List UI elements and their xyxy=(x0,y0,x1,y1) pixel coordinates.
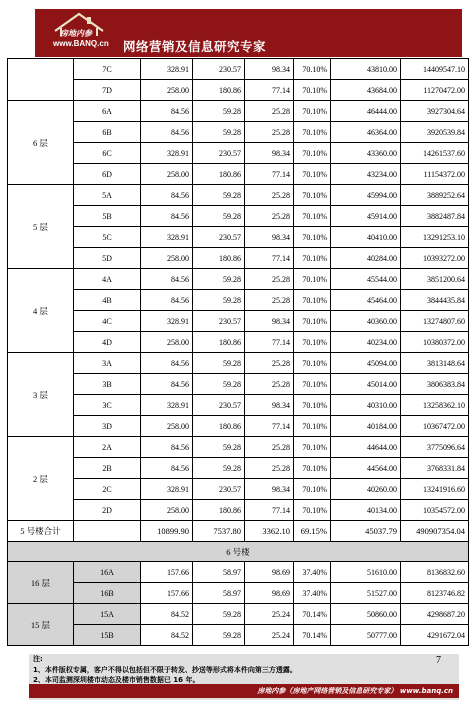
value-cell: 70.10% xyxy=(294,227,331,248)
value-cell: 59.28 xyxy=(193,269,245,290)
value-cell: 10354572.00 xyxy=(401,500,469,521)
value-cell: 70.10% xyxy=(294,143,331,164)
value-cell: 13258362.10 xyxy=(401,395,469,416)
floor-label: 5 层 xyxy=(8,185,74,269)
value-cell: 84.56 xyxy=(141,437,193,458)
value-cell: 10380372.00 xyxy=(401,332,469,353)
value-cell: 258.00 xyxy=(141,500,193,521)
value-cell: 25.24 xyxy=(245,604,294,625)
value-cell: 25.28 xyxy=(245,269,294,290)
table-row xyxy=(8,164,469,185)
value-cell: 77.14 xyxy=(245,248,294,269)
table-row xyxy=(8,59,469,80)
table-row xyxy=(8,604,469,625)
unit-cell: 2A xyxy=(74,437,141,458)
value-cell: 40410.00 xyxy=(331,227,401,248)
value-cell: 59.28 xyxy=(193,437,245,458)
value-cell: 98.34 xyxy=(245,59,294,80)
value-cell: 25.28 xyxy=(245,353,294,374)
value-cell: 8136832.60 xyxy=(401,562,469,583)
value-cell: 3768331.84 xyxy=(401,458,469,479)
unit-cell: 7C xyxy=(74,59,141,80)
value-cell: 13241916.60 xyxy=(401,479,469,500)
value-cell: 3806383.84 xyxy=(401,374,469,395)
value-cell: 13274807.60 xyxy=(401,311,469,332)
sales-table xyxy=(7,58,469,646)
value-cell: 70.10% xyxy=(294,164,331,185)
logo-url: www.BANQ.cn xyxy=(53,39,109,48)
value-cell: 328.91 xyxy=(141,59,193,80)
floor-label: 3 层 xyxy=(8,353,74,437)
value-cell: 180.86 xyxy=(193,248,245,269)
value-cell: 44644.00 xyxy=(331,437,401,458)
unit-cell: 4C xyxy=(74,311,141,332)
building-5-rows xyxy=(8,59,469,521)
building-5-subtotal xyxy=(8,521,469,562)
table-row xyxy=(8,395,469,416)
value-cell: 40184.00 xyxy=(331,416,401,437)
value-cell: 258.00 xyxy=(141,248,193,269)
value-cell: 51527.00 xyxy=(331,583,401,604)
unit-cell: 6B xyxy=(74,122,141,143)
value-cell: 45914.00 xyxy=(331,206,401,227)
value-cell: 84.56 xyxy=(141,206,193,227)
table-row xyxy=(8,80,469,101)
value-cell: 84.56 xyxy=(141,353,193,374)
subtotal-value: 3362.10 xyxy=(245,521,294,542)
value-cell: 230.57 xyxy=(193,227,245,248)
bottom-banner: 房地内参（房地产网络营销及信息研究专家） www.banq.cn xyxy=(29,684,459,698)
value-cell: 84.56 xyxy=(141,101,193,122)
value-cell: 328.91 xyxy=(141,395,193,416)
value-cell: 45014.00 xyxy=(331,374,401,395)
value-cell: 10393272.00 xyxy=(401,248,469,269)
value-cell: 84.56 xyxy=(141,122,193,143)
value-cell: 40134.00 xyxy=(331,500,401,521)
subtotal-value: 45037.79 xyxy=(331,521,401,542)
value-cell: 59.28 xyxy=(193,458,245,479)
value-cell: 25.28 xyxy=(245,185,294,206)
value-cell: 10367472.00 xyxy=(401,416,469,437)
subtotal-value: 69.15% xyxy=(294,521,331,542)
subtotal-label: 5 号楼合计 xyxy=(8,521,74,542)
floor-label: 16 层 xyxy=(8,562,74,604)
value-cell: 70.14% xyxy=(294,604,331,625)
value-cell: 230.57 xyxy=(193,395,245,416)
floor-label: 4 层 xyxy=(8,269,74,353)
value-cell: 40360.00 xyxy=(331,311,401,332)
value-cell: 37.40% xyxy=(294,562,331,583)
value-cell: 230.57 xyxy=(193,479,245,500)
value-cell: 77.14 xyxy=(245,80,294,101)
value-cell: 40260.00 xyxy=(331,479,401,500)
floor-label: 2 层 xyxy=(8,437,74,521)
table-row xyxy=(8,479,469,500)
value-cell: 25.28 xyxy=(245,290,294,311)
subtotal-blank xyxy=(74,521,141,542)
value-cell: 59.28 xyxy=(193,101,245,122)
value-cell: 45464.00 xyxy=(331,290,401,311)
value-cell: 43810.00 xyxy=(331,59,401,80)
value-cell: 180.86 xyxy=(193,500,245,521)
value-cell: 98.34 xyxy=(245,143,294,164)
value-cell: 14261537.60 xyxy=(401,143,469,164)
subtotal-value: 7537.80 xyxy=(193,521,245,542)
value-cell: 25.28 xyxy=(245,206,294,227)
logo-text: 房地内参 xyxy=(60,29,92,38)
page-number: 7 xyxy=(436,655,441,666)
value-cell: 40234.00 xyxy=(331,332,401,353)
table-row xyxy=(8,374,469,395)
value-cell: 43234.00 xyxy=(331,164,401,185)
table-row xyxy=(8,416,469,437)
value-cell: 59.28 xyxy=(193,604,245,625)
value-cell: 70.10% xyxy=(294,206,331,227)
value-cell: 59.28 xyxy=(193,625,245,646)
subtotal-value: 10899.90 xyxy=(141,521,193,542)
unit-cell: 6D xyxy=(74,164,141,185)
value-cell: 84.52 xyxy=(141,625,193,646)
value-cell: 59.28 xyxy=(193,374,245,395)
value-cell: 40284.00 xyxy=(331,248,401,269)
value-cell: 3775096.64 xyxy=(401,437,469,458)
value-cell: 25.28 xyxy=(245,437,294,458)
value-cell: 3927304.64 xyxy=(401,101,469,122)
value-cell: 70.10% xyxy=(294,269,331,290)
table-row xyxy=(8,269,469,290)
value-cell: 4298687.20 xyxy=(401,604,469,625)
value-cell: 70.10% xyxy=(294,80,331,101)
unit-cell: 6A xyxy=(74,101,141,122)
value-cell: 70.10% xyxy=(294,416,331,437)
value-cell: 25.28 xyxy=(245,122,294,143)
unit-cell: 3B xyxy=(74,374,141,395)
value-cell: 258.00 xyxy=(141,332,193,353)
unit-cell: 2C xyxy=(74,479,141,500)
value-cell: 84.52 xyxy=(141,604,193,625)
table-row xyxy=(8,583,469,604)
table-row xyxy=(8,311,469,332)
value-cell: 98.34 xyxy=(245,227,294,248)
value-cell: 98.34 xyxy=(245,395,294,416)
unit-cell: 16B xyxy=(74,583,141,604)
notes-label: 注: xyxy=(33,655,43,663)
unit-cell: 5D xyxy=(74,248,141,269)
value-cell: 3813148.64 xyxy=(401,353,469,374)
value-cell: 25.28 xyxy=(245,101,294,122)
value-cell: 84.56 xyxy=(141,458,193,479)
value-cell: 84.56 xyxy=(141,269,193,290)
value-cell: 70.10% xyxy=(294,122,331,143)
value-cell: 59.28 xyxy=(193,290,245,311)
note-line: 1、本件版权专属，客户不得以包括但不限于转发、抄送等形式将本件向第三方透露。 xyxy=(33,665,297,674)
unit-cell: 3D xyxy=(74,416,141,437)
value-cell: 40310.00 xyxy=(331,395,401,416)
unit-cell: 15A xyxy=(74,604,141,625)
value-cell: 70.10% xyxy=(294,332,331,353)
value-cell: 77.14 xyxy=(245,416,294,437)
value-cell: 70.10% xyxy=(294,479,331,500)
value-cell: 45544.00 xyxy=(331,269,401,290)
value-cell: 180.86 xyxy=(193,164,245,185)
value-cell: 230.57 xyxy=(193,311,245,332)
value-cell: 258.00 xyxy=(141,80,193,101)
value-cell: 180.86 xyxy=(193,332,245,353)
unit-cell: 4D xyxy=(74,332,141,353)
value-cell: 258.00 xyxy=(141,416,193,437)
value-cell: 230.57 xyxy=(193,59,245,80)
value-cell: 70.10% xyxy=(294,374,331,395)
floor-label: 6 层 xyxy=(8,101,74,185)
floor-label: 15 层 xyxy=(8,604,74,646)
value-cell: 230.57 xyxy=(193,143,245,164)
table-row xyxy=(8,290,469,311)
section-title: 6 号楼 xyxy=(8,542,469,562)
value-cell: 98.34 xyxy=(245,311,294,332)
table-row xyxy=(8,332,469,353)
table-row xyxy=(8,437,469,458)
unit-cell: 7D xyxy=(74,80,141,101)
table-row xyxy=(8,458,469,479)
value-cell: 25.28 xyxy=(245,458,294,479)
value-cell: 180.86 xyxy=(193,80,245,101)
table-row xyxy=(8,122,469,143)
value-cell: 157.66 xyxy=(141,583,193,604)
value-cell: 84.56 xyxy=(141,374,193,395)
value-cell: 3889252.64 xyxy=(401,185,469,206)
value-cell: 77.14 xyxy=(245,164,294,185)
value-cell: 157.66 xyxy=(141,562,193,583)
header-title: 网络营销及信息研究专家 xyxy=(123,39,267,54)
value-cell: 46444.00 xyxy=(331,101,401,122)
value-cell: 59.28 xyxy=(193,353,245,374)
value-cell: 70.10% xyxy=(294,101,331,122)
value-cell: 11270472.00 xyxy=(401,80,469,101)
value-cell: 70.10% xyxy=(294,248,331,269)
unit-cell: 16A xyxy=(74,562,141,583)
table-row xyxy=(8,500,469,521)
value-cell: 4291672.04 xyxy=(401,625,469,646)
value-cell: 328.91 xyxy=(141,143,193,164)
header-banner xyxy=(35,9,462,57)
value-cell: 8123746.82 xyxy=(401,583,469,604)
value-cell: 70.10% xyxy=(294,500,331,521)
table-row xyxy=(8,143,469,164)
value-cell: 25.28 xyxy=(245,374,294,395)
building-6-rows xyxy=(8,562,469,646)
value-cell: 14409547.10 xyxy=(401,59,469,80)
value-cell: 43360.00 xyxy=(331,143,401,164)
unit-cell: 5C xyxy=(74,227,141,248)
table-row xyxy=(8,101,469,122)
value-cell: 3851200.64 xyxy=(401,269,469,290)
value-cell: 70.14% xyxy=(294,625,331,646)
unit-cell: 2B xyxy=(74,458,141,479)
value-cell: 84.56 xyxy=(141,290,193,311)
subtotal-row xyxy=(8,521,469,542)
table-row xyxy=(8,625,469,646)
note-line: 2、本司监测深圳楼市动态及楼市销售数据已 16 年。 xyxy=(33,676,200,684)
value-cell: 45094.00 xyxy=(331,353,401,374)
value-cell: 46364.00 xyxy=(331,122,401,143)
unit-cell: 6C xyxy=(74,143,141,164)
value-cell: 59.28 xyxy=(193,185,245,206)
value-cell: 51610.00 xyxy=(331,562,401,583)
value-cell: 70.10% xyxy=(294,311,331,332)
unit-cell: 5A xyxy=(74,185,141,206)
table-row xyxy=(8,185,469,206)
footer xyxy=(29,654,459,700)
value-cell: 59.28 xyxy=(193,122,245,143)
value-cell: 98.69 xyxy=(245,583,294,604)
value-cell: 44564.00 xyxy=(331,458,401,479)
value-cell: 328.91 xyxy=(141,227,193,248)
footer-notes xyxy=(33,654,297,686)
value-cell: 45994.00 xyxy=(331,185,401,206)
value-cell: 58.97 xyxy=(193,562,245,583)
value-cell: 37.40% xyxy=(294,583,331,604)
value-cell: 328.91 xyxy=(141,311,193,332)
value-cell: 3882487.84 xyxy=(401,206,469,227)
value-cell: 328.91 xyxy=(141,479,193,500)
value-cell: 43684.00 xyxy=(331,80,401,101)
value-cell: 180.86 xyxy=(193,416,245,437)
value-cell: 98.69 xyxy=(245,562,294,583)
table-row xyxy=(8,353,469,374)
unit-cell: 4B xyxy=(74,290,141,311)
value-cell: 3920539.84 xyxy=(401,122,469,143)
value-cell: 77.14 xyxy=(245,332,294,353)
value-cell: 70.10% xyxy=(294,185,331,206)
value-cell: 50860.00 xyxy=(331,604,401,625)
value-cell: 258.00 xyxy=(141,164,193,185)
table-row xyxy=(8,227,469,248)
value-cell: 13291253.10 xyxy=(401,227,469,248)
value-cell: 77.14 xyxy=(245,500,294,521)
table-row xyxy=(8,206,469,227)
value-cell: 70.10% xyxy=(294,437,331,458)
value-cell: 70.10% xyxy=(294,290,331,311)
table-row xyxy=(8,562,469,583)
unit-cell: 15B xyxy=(74,625,141,646)
unit-cell: 5B xyxy=(74,206,141,227)
table-row xyxy=(8,248,469,269)
value-cell: 11154372.00 xyxy=(401,164,469,185)
section-row xyxy=(8,542,469,562)
value-cell: 98.34 xyxy=(245,479,294,500)
value-cell: 70.10% xyxy=(294,59,331,80)
value-cell: 3844435.84 xyxy=(401,290,469,311)
value-cell: 70.10% xyxy=(294,353,331,374)
unit-cell: 4A xyxy=(74,269,141,290)
value-cell: 50777.00 xyxy=(331,625,401,646)
value-cell: 58.97 xyxy=(193,583,245,604)
unit-cell: 3A xyxy=(74,353,141,374)
value-cell: 70.10% xyxy=(294,458,331,479)
value-cell: 70.10% xyxy=(294,395,331,416)
value-cell: 84.56 xyxy=(141,185,193,206)
value-cell: 59.28 xyxy=(193,206,245,227)
unit-cell: 3C xyxy=(74,395,141,416)
subtotal-value: 490907354.04 xyxy=(401,521,469,542)
value-cell: 25.24 xyxy=(245,625,294,646)
unit-cell: 2D xyxy=(74,500,141,521)
floor-label xyxy=(8,59,74,101)
